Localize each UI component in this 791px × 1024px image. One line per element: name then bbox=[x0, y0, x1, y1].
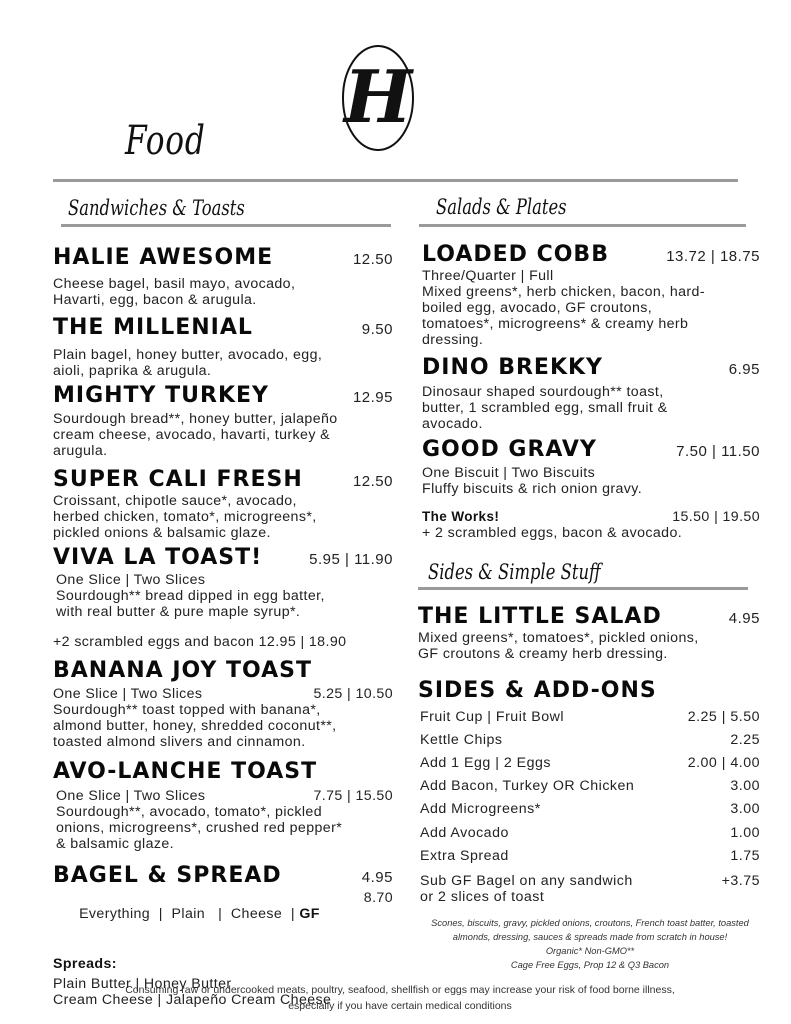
item-options: One Slice | Two Slices 7.75 | 15.50 bbox=[56, 788, 393, 804]
menu-item bbox=[53, 545, 393, 650]
item-name: THE LITTLE SALAD bbox=[418, 604, 662, 629]
section-heading-sandwiches: Sandwiches & Toasts bbox=[68, 196, 245, 220]
item-price: 12.50 bbox=[352, 473, 393, 490]
item-description: One Slice | Two Slices Sourdough** bread dipped in egg batter, with real butter & pure maple syrup*. bbox=[56, 572, 325, 620]
item-name: GOOD GRAVY bbox=[422, 437, 597, 462]
menu-item bbox=[53, 315, 393, 379]
menu-item bbox=[53, 759, 393, 852]
item-description: Mixed greens*, tomatoes*, pickled onions, GF croutons & creamy herb dressing. bbox=[418, 630, 699, 662]
item-name: DINO BREKKY bbox=[422, 355, 603, 380]
health-disclaimer: Consuming raw or undercooked meats, poultry, seafood, shellfish or eggs may increase your risk of food borne illness, especially if you have certain medical conditions bbox=[125, 984, 675, 1012]
item-description: One Biscuit | Two Biscuits Fluffy biscuits & rich onion gravy. bbox=[422, 465, 643, 497]
menu-item bbox=[422, 242, 760, 348]
gf-price: 8.70 bbox=[363, 890, 393, 906]
section-divider-sides bbox=[418, 587, 748, 590]
item-price: 13.72 | 18.75 bbox=[666, 248, 760, 265]
section-heading-sides: Sides & Simple Stuff bbox=[428, 560, 601, 584]
item-price: 4.95 bbox=[361, 869, 393, 886]
menu-item bbox=[418, 604, 760, 662]
item-name: LOADED COBB bbox=[422, 242, 609, 267]
item-options: One Slice | Two Slices 5.25 | 10.50 bbox=[53, 686, 393, 702]
the-works-description: + 2 scrambled eggs, bacon & avocado. bbox=[422, 525, 683, 541]
item-price: 12.95 bbox=[352, 389, 393, 406]
item-price: 7.75 | 15.50 bbox=[313, 788, 393, 804]
item-description: Three/Quarter | Full Mixed greens*, herb chicken, bacon, hard- boiled egg, avocado, GF croutons, tomatoes*, microgreens* & creamy herb dressing. bbox=[422, 268, 705, 348]
item-price: 5.25 | 10.50 bbox=[313, 686, 393, 702]
item-description: Sourdough** toast topped with banana*, almond butter, honey, shredded coconut**, toasted almond slivers and cinnamon. bbox=[53, 702, 337, 750]
menu-item bbox=[53, 383, 393, 459]
item-price: 4.95 bbox=[728, 610, 760, 627]
addon-row: Add Bacon, Turkey OR Chicken 3.00 bbox=[420, 778, 760, 794]
addon-row: Extra Spread 1.75 bbox=[420, 848, 760, 864]
item-name: VIVA LA TOAST! bbox=[53, 545, 263, 570]
addons-title: SIDES & ADD-ONS bbox=[418, 678, 657, 703]
item-description: Croissant, chipotle sauce*, avocado, herbed chicken, tomato*, microgreens*, pickled onions & balsamic glaze. bbox=[53, 493, 317, 541]
item-name: THE MILLENIAL bbox=[53, 315, 253, 340]
menu-item bbox=[53, 467, 393, 541]
item-price: 12.50 bbox=[352, 251, 393, 268]
menu-item bbox=[53, 658, 393, 750]
item-name: SUPER CALI FRESH bbox=[53, 467, 303, 492]
spreads-list: Plain Butter | Honey Butter Cream Cheese | Jalapeño Cream Cheese bbox=[53, 976, 332, 1008]
spreads-label: Spreads: bbox=[53, 956, 117, 972]
item-description: Plain bagel, honey butter, avocado, egg, aioli, paprika & arugula. bbox=[53, 347, 323, 379]
section-divider-sandwiches bbox=[61, 224, 391, 227]
item-addon: +2 scrambled eggs and bacon 12.95 | 18.90 bbox=[53, 634, 347, 650]
item-options: Everything | Plain | Cheese | GF 8.70 bbox=[79, 890, 393, 922]
svg-text:H: H bbox=[343, 54, 413, 139]
item-price: 9.50 bbox=[361, 321, 393, 338]
section-heading-salads: Salads & Plates bbox=[436, 195, 567, 219]
item-description: Sourdough bread**, honey butter, jalapeño cream cheese, avocado, havarti, turkey & arugula. bbox=[53, 411, 338, 459]
item-description: Sourdough**, avocado, tomato*, pickled onions, microgreens*, crushed red pepper* & balsamic glaze. bbox=[56, 804, 343, 852]
addon-row: Add 1 Egg | 2 Eggs 2.00 | 4.00 bbox=[420, 755, 760, 771]
addon-row: Sub GF Bagel on any sandwich or 2 slices of toast +3.75 bbox=[420, 873, 760, 905]
menu-item bbox=[53, 245, 393, 308]
section-divider-salads bbox=[419, 224, 746, 227]
addons-section bbox=[418, 678, 760, 704]
title-divider bbox=[53, 179, 738, 182]
house-made-footnote: Scones, biscuits, gravy, pickled onions, croutons, French toast batter, toasted almonds, dressing, sauces & spreads made from scratch in house! Organic* Non-GMO** Cage Free Eggs, Prop 12 & Q3 Bacon bbox=[431, 918, 749, 970]
menu-item bbox=[422, 355, 760, 432]
item-price: 5.95 | 11.90 bbox=[309, 551, 393, 568]
logo-monogram-icon bbox=[341, 44, 415, 152]
the-works-option: The Works! 15.50 | 19.50 bbox=[422, 509, 760, 525]
the-works-price: 15.50 | 19.50 bbox=[672, 509, 760, 525]
item-description: Dinosaur shaped sourdough** toast, butter, 1 scrambled egg, small fruit & avocado. bbox=[422, 384, 668, 432]
restaurant-logo bbox=[341, 44, 415, 152]
item-name: BAGEL & SPREAD bbox=[53, 863, 282, 888]
item-name: AVO-LANCHE TOAST bbox=[53, 759, 318, 784]
menu-item bbox=[422, 437, 760, 541]
item-name: HALIE AWESOME bbox=[53, 245, 274, 270]
item-name: BANANA JOY TOAST bbox=[53, 658, 313, 683]
item-description: Cheese bagel, basil mayo, avocado, Havarti, egg, bacon & arugula. bbox=[53, 276, 296, 308]
addon-row: Kettle Chips 2.25 bbox=[420, 732, 760, 748]
item-price: 7.50 | 11.50 bbox=[676, 443, 760, 460]
item-price: 6.95 bbox=[728, 361, 760, 378]
item-name: MIGHTY TURKEY bbox=[53, 383, 269, 408]
addon-row: Add Microgreens* 3.00 bbox=[420, 801, 760, 817]
addon-row: Fruit Cup | Fruit Bowl 2.25 | 5.50 bbox=[420, 709, 760, 725]
addon-row: Add Avocado 1.00 bbox=[420, 825, 760, 841]
page-title: Food bbox=[125, 118, 206, 164]
